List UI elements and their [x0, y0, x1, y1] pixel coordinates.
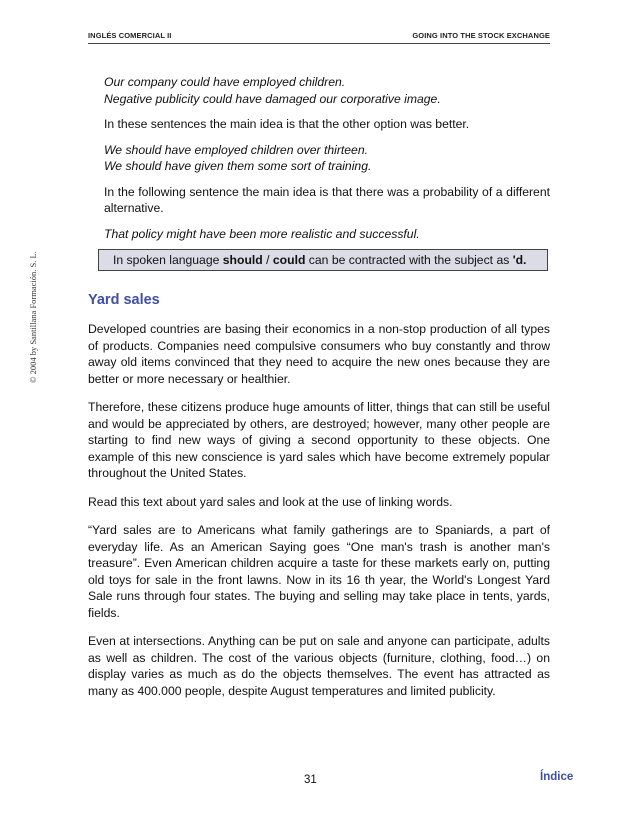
section-title: Yard sales	[88, 292, 160, 308]
note-separator: /	[262, 253, 273, 267]
examples-should	[88, 142, 550, 175]
note-text: In spoken language	[113, 253, 223, 267]
note-could: could	[272, 253, 306, 267]
example-sentence: Negative publicity could have damaged our corporative image.	[104, 91, 441, 106]
note-text: can be contracted with the subject as	[305, 253, 513, 267]
explanation-text: In these sentences the main idea is that the other option was better.	[104, 117, 470, 131]
example-sentence-might: That policy might have been more realistic and successful.	[104, 226, 420, 241]
examples-could	[88, 74, 550, 107]
explanation-text: In the following sentence the main idea is that there was a probability of a different alternative.	[104, 184, 550, 215]
paragraph-quote-continued: Even at intersections. Anything can be put on sale and anyone can participate, adults as well as children. The cost of the various objects (furniture, clothing, food…) on display varies as much as do the objects themselves. The event has attracted as many as 400.000 people, despite August temperatures and limited publicity.	[88, 634, 550, 698]
header-course-title: INGLÉS COMERCIAL II	[88, 31, 172, 40]
page-number: 31	[304, 774, 317, 786]
note-box	[98, 249, 548, 271]
paragraph: Developed countries are basing their economics in a non-stop production of all types of products. Companies need compulsive consumers who buy constantly and throw away old items convinced that they need to acquire the new ones because they are better or more necessary or healthier.	[88, 322, 550, 386]
header-unit-title: GOING INTO THE STOCK EXCHANGE	[412, 31, 550, 40]
index-link[interactable]: Índice	[540, 771, 574, 783]
paragraph-quote: “Yard sales are to Americans what family gatherings are to Spaniards, a part of everyday life. As an American Saying goes “One man's trash is another man's treasure”. Even American children acquire a taste for these markets early on, putting old toys for sale in the front lawns. Now in its 16 th year, the World's Longest Yard Sale runs through four states. The buying and selling may take place in tents, yards, fields.	[88, 523, 550, 620]
page-header	[88, 31, 550, 40]
header-divider	[88, 43, 550, 44]
paragraph: Therefore, these citizens produce huge amounts of litter, things that can still be useful and would be appreciated by others, are destroyed; however, many other people are starting to find new ways of giving a second opportunity to these objects. One example of this new conscience is yard sales which have become extremely popular throughout the United States.	[88, 400, 550, 480]
example-sentence: Our company could have employed children.	[104, 75, 346, 89]
example-sentence: We should have employed children over thirteen.	[104, 142, 368, 157]
copyright-notice: © 2004 by Santillana Formación. S. L.	[28, 251, 38, 383]
page-content	[88, 74, 550, 699]
note-contraction: 'd.	[512, 253, 527, 267]
note-should: should	[222, 253, 263, 267]
example-sentence: We should have given them some sort of training.	[104, 159, 372, 173]
paragraph-instruction: Read this text about yard sales and look at the use of linking words.	[88, 494, 453, 509]
